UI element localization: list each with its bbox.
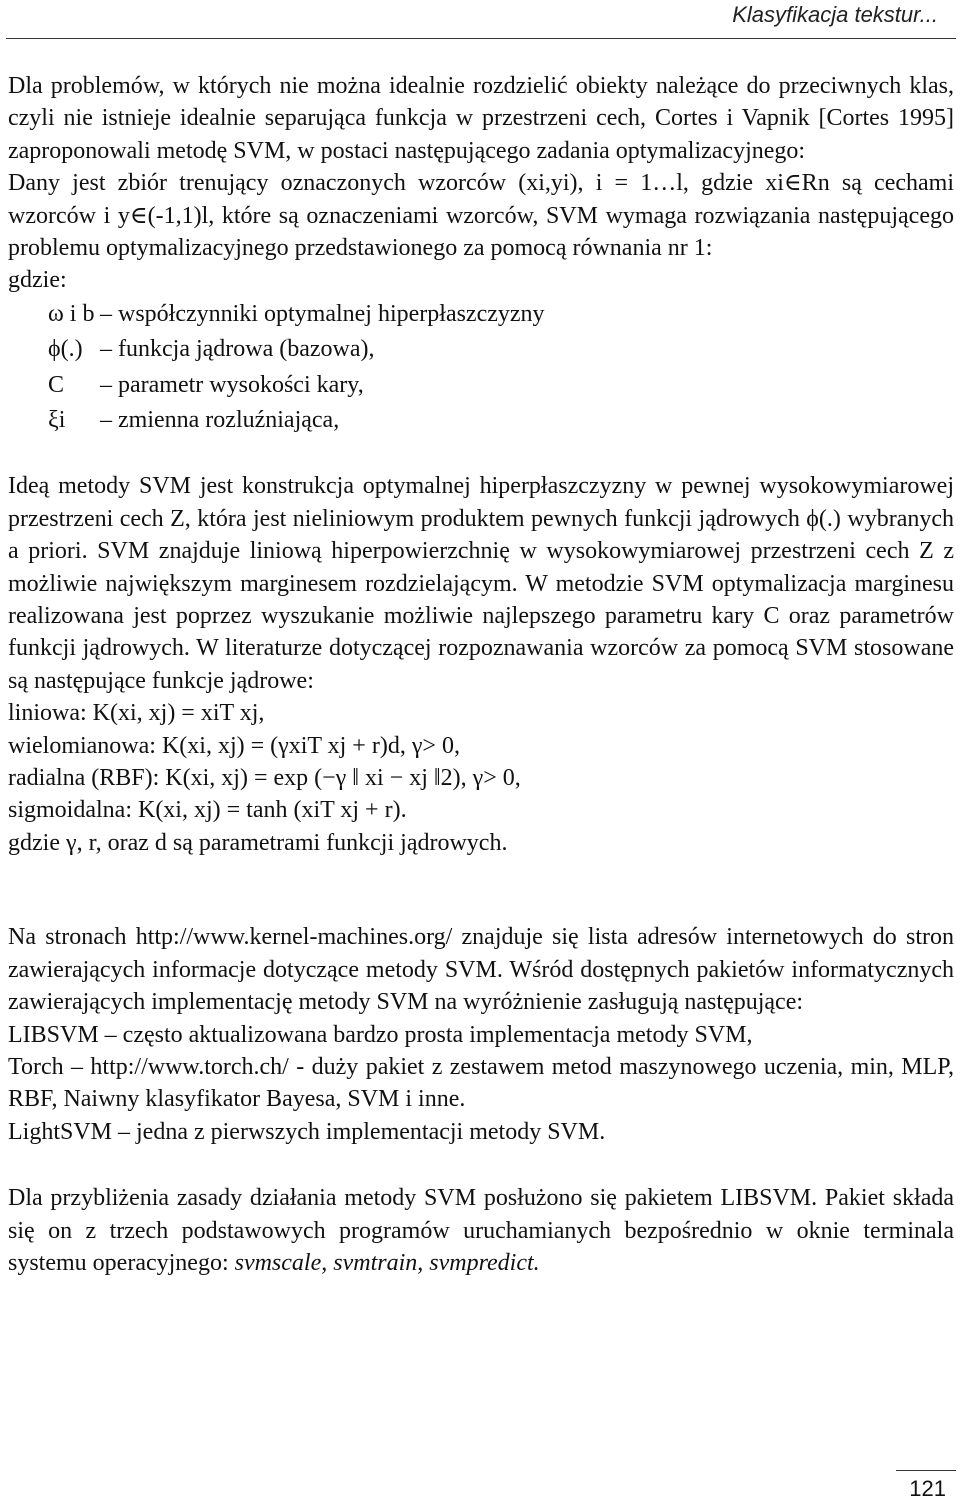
footer-rule [896, 1470, 956, 1471]
variable-symbol: ω i b [48, 300, 95, 327]
variable-description: – parametr wysokości kary, [100, 371, 364, 398]
header-rule [6, 38, 956, 39]
package-libsvm: LIBSVM – często aktualizowana bardzo prosta implementacja metody SVM, [8, 1021, 753, 1048]
program-names: svmscale, svmtrain, svmpredict. [234, 1249, 540, 1276]
paragraph-gdzie: gdzie: [8, 267, 67, 294]
paragraph-intro: Dla problemów, w których nie można idealnie rozdzielić obiekty należące do przeciwnych klas, czyli nie istnieje idealnie separująca funkcja w przestrzeni cech, Cortes i Vapnik [Cortes 1995] zaproponowali metodę SVM, w postaci następującego zadania optymalizacyjnego: [8, 73, 954, 164]
variable-symbol: ξi [48, 407, 66, 434]
paragraph-websites: Na stronach http://www.kernel-machines.org/ znajduje się lista adresów internetowych do stron zawierających informacje dotyczące metody SVM. Wśród dostępnych pakietów informatycznych zawierających implementację metody SVM na wyróżnienie zasługują następujące: [8, 924, 954, 1016]
libsvm-usage-text: Dla przybliżenia zasady działania metody SVM posłużono się pakietem LIBSVM. Pakiet składa się on z trzech podstawowych programów uruchamianych bezpośrednio w oknie terminala systemu operacyjnego: [8, 1185, 954, 1276]
spacer [8, 859, 954, 921]
variable-symbol: ϕ(.) [48, 336, 83, 363]
paragraph-dataset: Dany jest zbiór trenujący oznaczonych wzorców (xi,yi), i = 1…l, gdzie xi∈Rn są cechami wzorców i y∈(-1,1)l, które są oznaczeniami wzorców, SVM wymaga rozwiązania następującego problemu optymalizacyjnego przedstawionego za pomocą równania nr 1: [8, 170, 954, 262]
kernel-rbf: radialna (RBF): K(xi, xj) = exp (−γ ‖ xi − xj ‖2), γ> 0, [8, 765, 521, 792]
kernel-sigmoid: sigmoidalna: K(xi, xj) = tanh (xiT xj + r). [8, 797, 407, 824]
variable-list [8, 297, 954, 439]
variable-description: – zmienna rozluźniająca, [100, 407, 340, 434]
variable-row [8, 403, 954, 438]
package-torch: Torch – http://www.torch.ch/ - duży pakiet z zestawem metod maszynowego uczenia, min, MLP, RBF, Naiwny klasyfikator Bayesa, SVM i inne. [8, 1053, 954, 1113]
body-text [8, 70, 954, 1279]
variable-description: – funkcja jądrowa (bazowa), [100, 336, 375, 363]
kernel-polynomial: wielomianowa: K(xi, xj) = (γxiT xj + r)d, γ> 0, [8, 732, 460, 759]
spacer [8, 438, 954, 470]
page-number: 121 [909, 1476, 946, 1501]
variable-row [8, 297, 954, 332]
variable-row [8, 332, 954, 367]
paragraph-kernel-note: gdzie γ, r, oraz d są parametrami funkcji jądrowych. [8, 829, 508, 856]
variable-description: – współczynniki optymalnej hiperpłaszczyzny [100, 300, 545, 327]
variable-symbol: C [48, 371, 65, 398]
running-title: Klasyfikacja tekstur... [732, 2, 938, 27]
package-lightsvm: LightSVM – jedna z pierwszych implementacji metody SVM. [8, 1118, 606, 1145]
spacer [8, 1148, 954, 1182]
paragraph-libsvm-usage [8, 1182, 954, 1279]
kernel-linear: liniowa: K(xi, xj) = xiT xj, [8, 700, 265, 727]
variable-row [8, 368, 954, 403]
paragraph-idea: Ideą metody SVM jest konstrukcja optymalnej hiperpłaszczyzny w pewnej wysokowymiarowej przestrzeni cech Z, która jest nieliniowym produktem pewnych funkcji jądrowych ϕ(.) wybranych a priori. SVM znajduje liniową hiperpowierzchnię w wysokowymiarowej przestrzeni cech Z z możliwie największym marginesem rozdzielającym. W metodzie SVM optymalizacja marginesu realizowana jest poprzez wyszukanie możliwie najlepszego parametru kary C oraz parametrów funkcji jądrowych. W literaturze dotyczącej rozpoznawania wzorców za pomocą SVM stosowane są następujące funkcje jądrowe: [8, 473, 954, 694]
